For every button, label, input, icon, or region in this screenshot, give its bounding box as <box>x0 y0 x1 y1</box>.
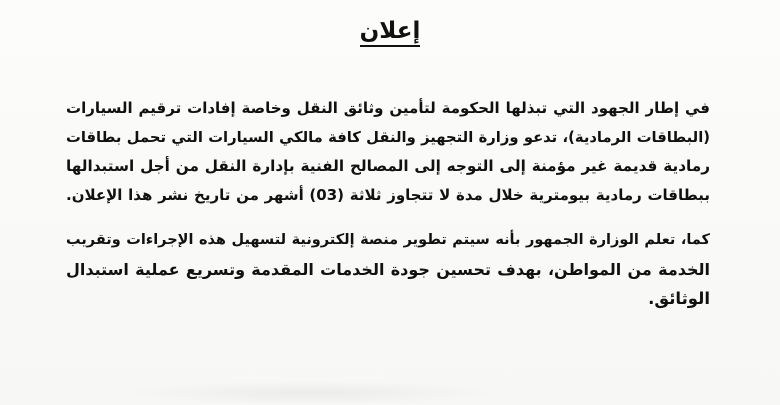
paragraph-1-line-4: ببطاقات رمادية بيومترية خلال مدة لا تتجاوز ثلاثة (03) أشهر من تاريخ نشر هذا الإعلان. <box>66 186 710 204</box>
paragraph-1 <box>66 94 710 210</box>
announcement-title <box>0 18 780 44</box>
paragraph-1-line-1: في إطار الجهود التي تبذلها الحكومة لتأمين وثائق النقل وخاصة إفادات ترقيم السيارات <box>66 99 710 117</box>
paragraph-2-line-2: الخدمة من المواطن، بهدف تحسين جودة الخدمات المقدمة وتسريع عملية استبدال <box>66 260 710 279</box>
paragraph-2-line-1: كما، تعلم الوزارة الجمهور بأنه سيتم تطوير منصة إلكترونية لتسهيل هذه الإجراءات وتقريب <box>66 232 710 248</box>
paragraph-2 <box>66 226 710 313</box>
title-text: إعلان <box>360 18 421 47</box>
paragraph-2-line-3: الوثائق. <box>648 289 710 308</box>
paper-shadow <box>120 381 500 405</box>
paragraph-1-line-3: رمادية قديمة غير مؤمنة إلى التوجه إلى المصالح الفنية بإدارة النقل من أجل استبدالها <box>66 157 710 175</box>
paragraph-1-line-2: (البطاقات الرمادية)، تدعو وزارة التجهيز والنقل كافة مالكي السيارات التي تحمل بطاقات <box>66 129 710 146</box>
